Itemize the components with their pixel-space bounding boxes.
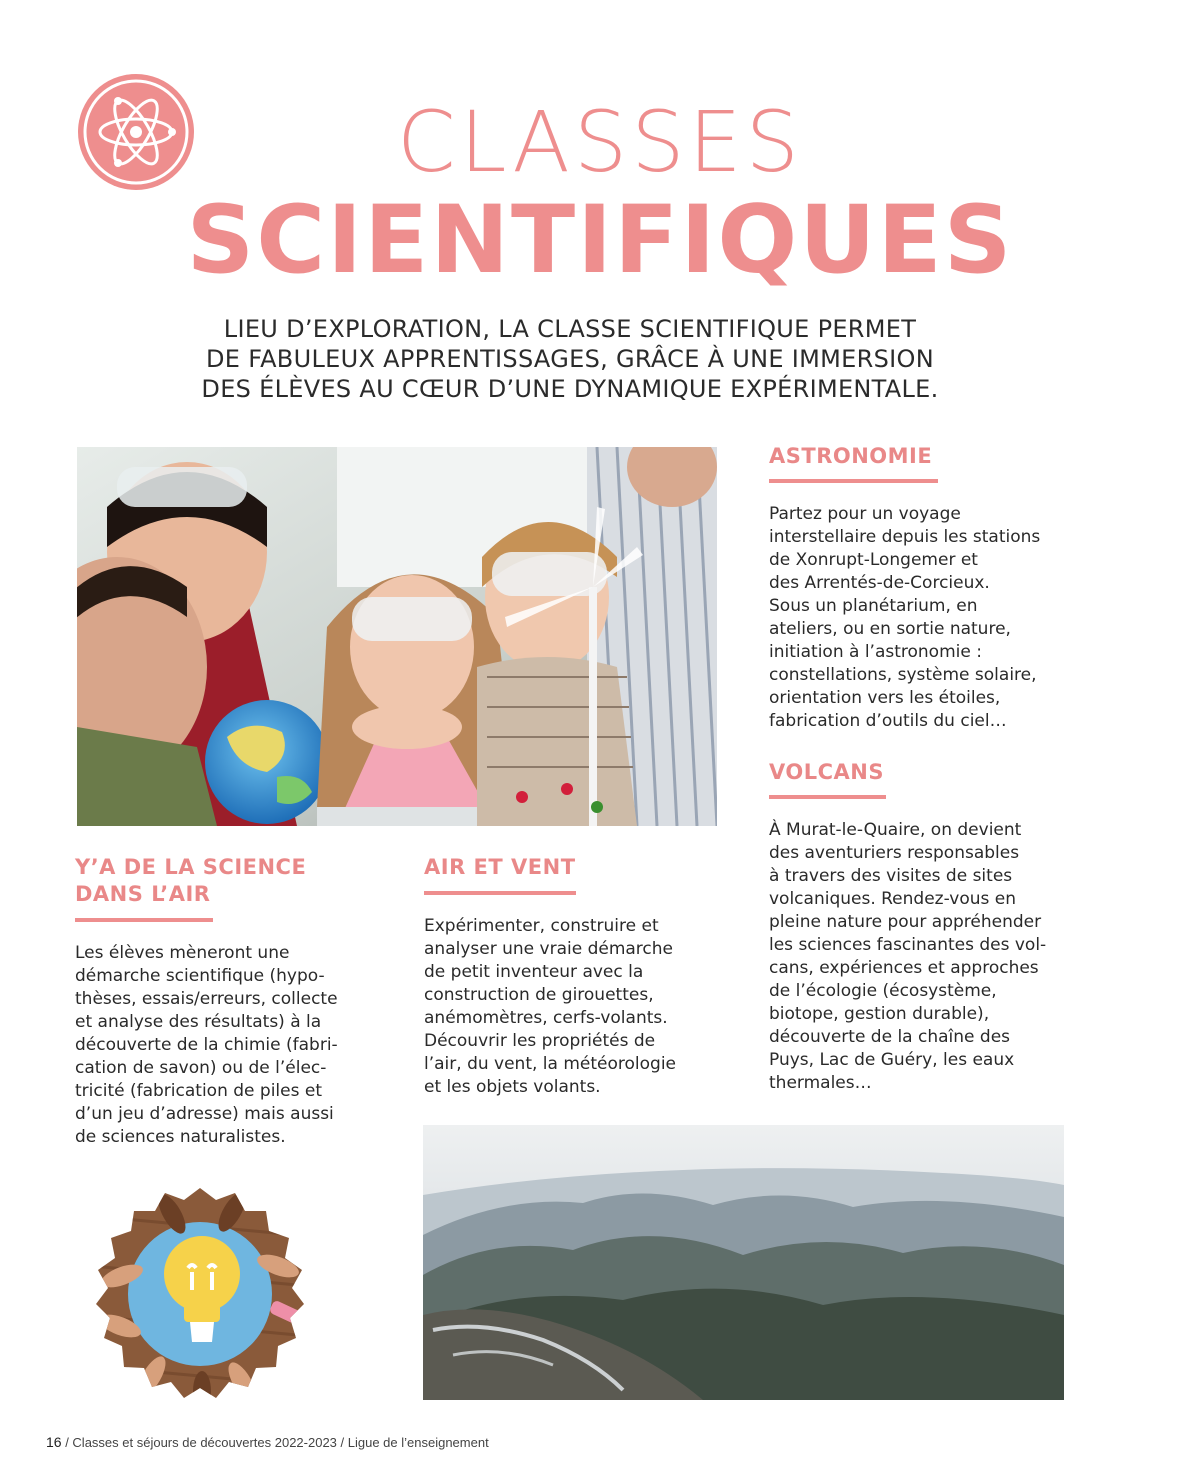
page-title-line-1: CLASSES (397, 93, 803, 191)
section-title-line: DANS L’AIR (75, 882, 211, 906)
text-line: analyser une vraie démarche (424, 939, 673, 959)
volcanic-landscape-photo (423, 1125, 1064, 1400)
science-air-section (75, 854, 395, 1149)
section-title: AIR ET VENT (424, 855, 576, 879)
section-body (75, 942, 395, 1149)
text-line: Sous un planétarium, en (769, 596, 978, 616)
lightbulb-hands-illustration (92, 1186, 308, 1406)
page-title-line-2: SCIENTIFIQUES (186, 186, 1014, 295)
footer-text: Classes et séjours de découvertes 2022-2023 / Ligue de l’enseignement (72, 1435, 489, 1450)
text-line: thèses, essais/erreurs, collecte (75, 989, 338, 1009)
text-line: à travers des visites de sites (769, 866, 1013, 886)
text-line: l’air, du vent, la météorologie (424, 1054, 677, 1074)
text-line: orientation vers les étoiles, (769, 688, 1001, 708)
text-line: de Xonrupt-Longemer et (769, 550, 978, 570)
footer-separator: / (61, 1435, 73, 1450)
intro-line: DE FABULEUX APPRENTISSAGES, GRÂCE À UNE IMMERSION (206, 345, 934, 373)
text-line: et analyse des résultats) à la (75, 1012, 322, 1032)
text-line: pleine nature pour appréhender (769, 912, 1042, 932)
section-body (424, 915, 744, 1099)
text-line: Puys, Lac de Guéry, les eaux (769, 1050, 1015, 1070)
intro-line: DES ÉLÈVES AU CŒUR D’UNE DYNAMIQUE EXPÉRIMENTALE. (201, 375, 939, 403)
text-line: À Murat-le-Quaire, on devient (769, 820, 1022, 840)
text-line: découverte de la chaîne des (769, 1027, 1011, 1047)
text-line: anémomètres, cerfs-volants. (424, 1008, 668, 1028)
section-title-line: Y’A DE LA SCIENCE (75, 855, 307, 879)
text-line: volcaniques. Rendez-vous en (769, 889, 1016, 909)
text-line: Partez pour un voyage (769, 504, 961, 524)
page-number: 16 (46, 1434, 62, 1450)
text-line: et les objets volants. (424, 1077, 601, 1097)
text-line: les sciences fascinantes des vol- (769, 935, 1047, 955)
astronomie-section (769, 443, 1099, 733)
air-vent-section (424, 854, 744, 1099)
text-line: construction de girouettes, (424, 985, 654, 1005)
text-line: cation de savon) ou de l’élec- (75, 1058, 327, 1078)
text-line: de l’écologie (écosystème, (769, 981, 997, 1001)
section-title: ASTRONOMIE (769, 444, 933, 468)
text-line: des Arrentés-de-Corcieux. (769, 573, 990, 593)
text-line: biotope, gestion durable), (769, 1004, 990, 1024)
page-footer (46, 1434, 489, 1450)
text-line: Découvrir les propriétés de (424, 1031, 656, 1051)
section-title: VOLCANS (769, 760, 884, 784)
text-line: cans, expériences et approches (769, 958, 1039, 978)
text-line: tricité (fabrication de piles et (75, 1081, 322, 1101)
text-line: des aventuriers responsables (769, 843, 1020, 863)
text-line: ateliers, ou en sortie nature, (769, 619, 1011, 639)
text-line: fabrication d’outils du ciel… (769, 711, 1007, 731)
text-line: de sciences naturalistes. (75, 1127, 286, 1147)
text-line: thermales… (769, 1073, 872, 1093)
text-line: constellations, système solaire, (769, 665, 1037, 685)
text-line: d’un jeu d’adresse) mais aussi (75, 1104, 334, 1124)
text-line: Les élèves mèneront une (75, 943, 290, 963)
section-body (769, 819, 1099, 1095)
text-line: Expérimenter, construire et (424, 916, 659, 936)
text-line: de petit inventeur avec la (424, 962, 644, 982)
text-line: interstellaire depuis les stations (769, 527, 1041, 547)
atom-icon (76, 72, 196, 192)
text-line: démarche scientifique (hypo- (75, 966, 325, 986)
section-body (769, 503, 1099, 733)
text-line: initiation à l’astronomie : (769, 642, 982, 662)
children-experiment-photo (77, 447, 717, 826)
text-line: découverte de la chimie (fabri- (75, 1035, 338, 1055)
volcans-section (769, 759, 1099, 1095)
intro-text (150, 314, 990, 404)
intro-line: LIEU D’EXPLORATION, LA CLASSE SCIENTIFIQUE PERMET (223, 315, 917, 343)
